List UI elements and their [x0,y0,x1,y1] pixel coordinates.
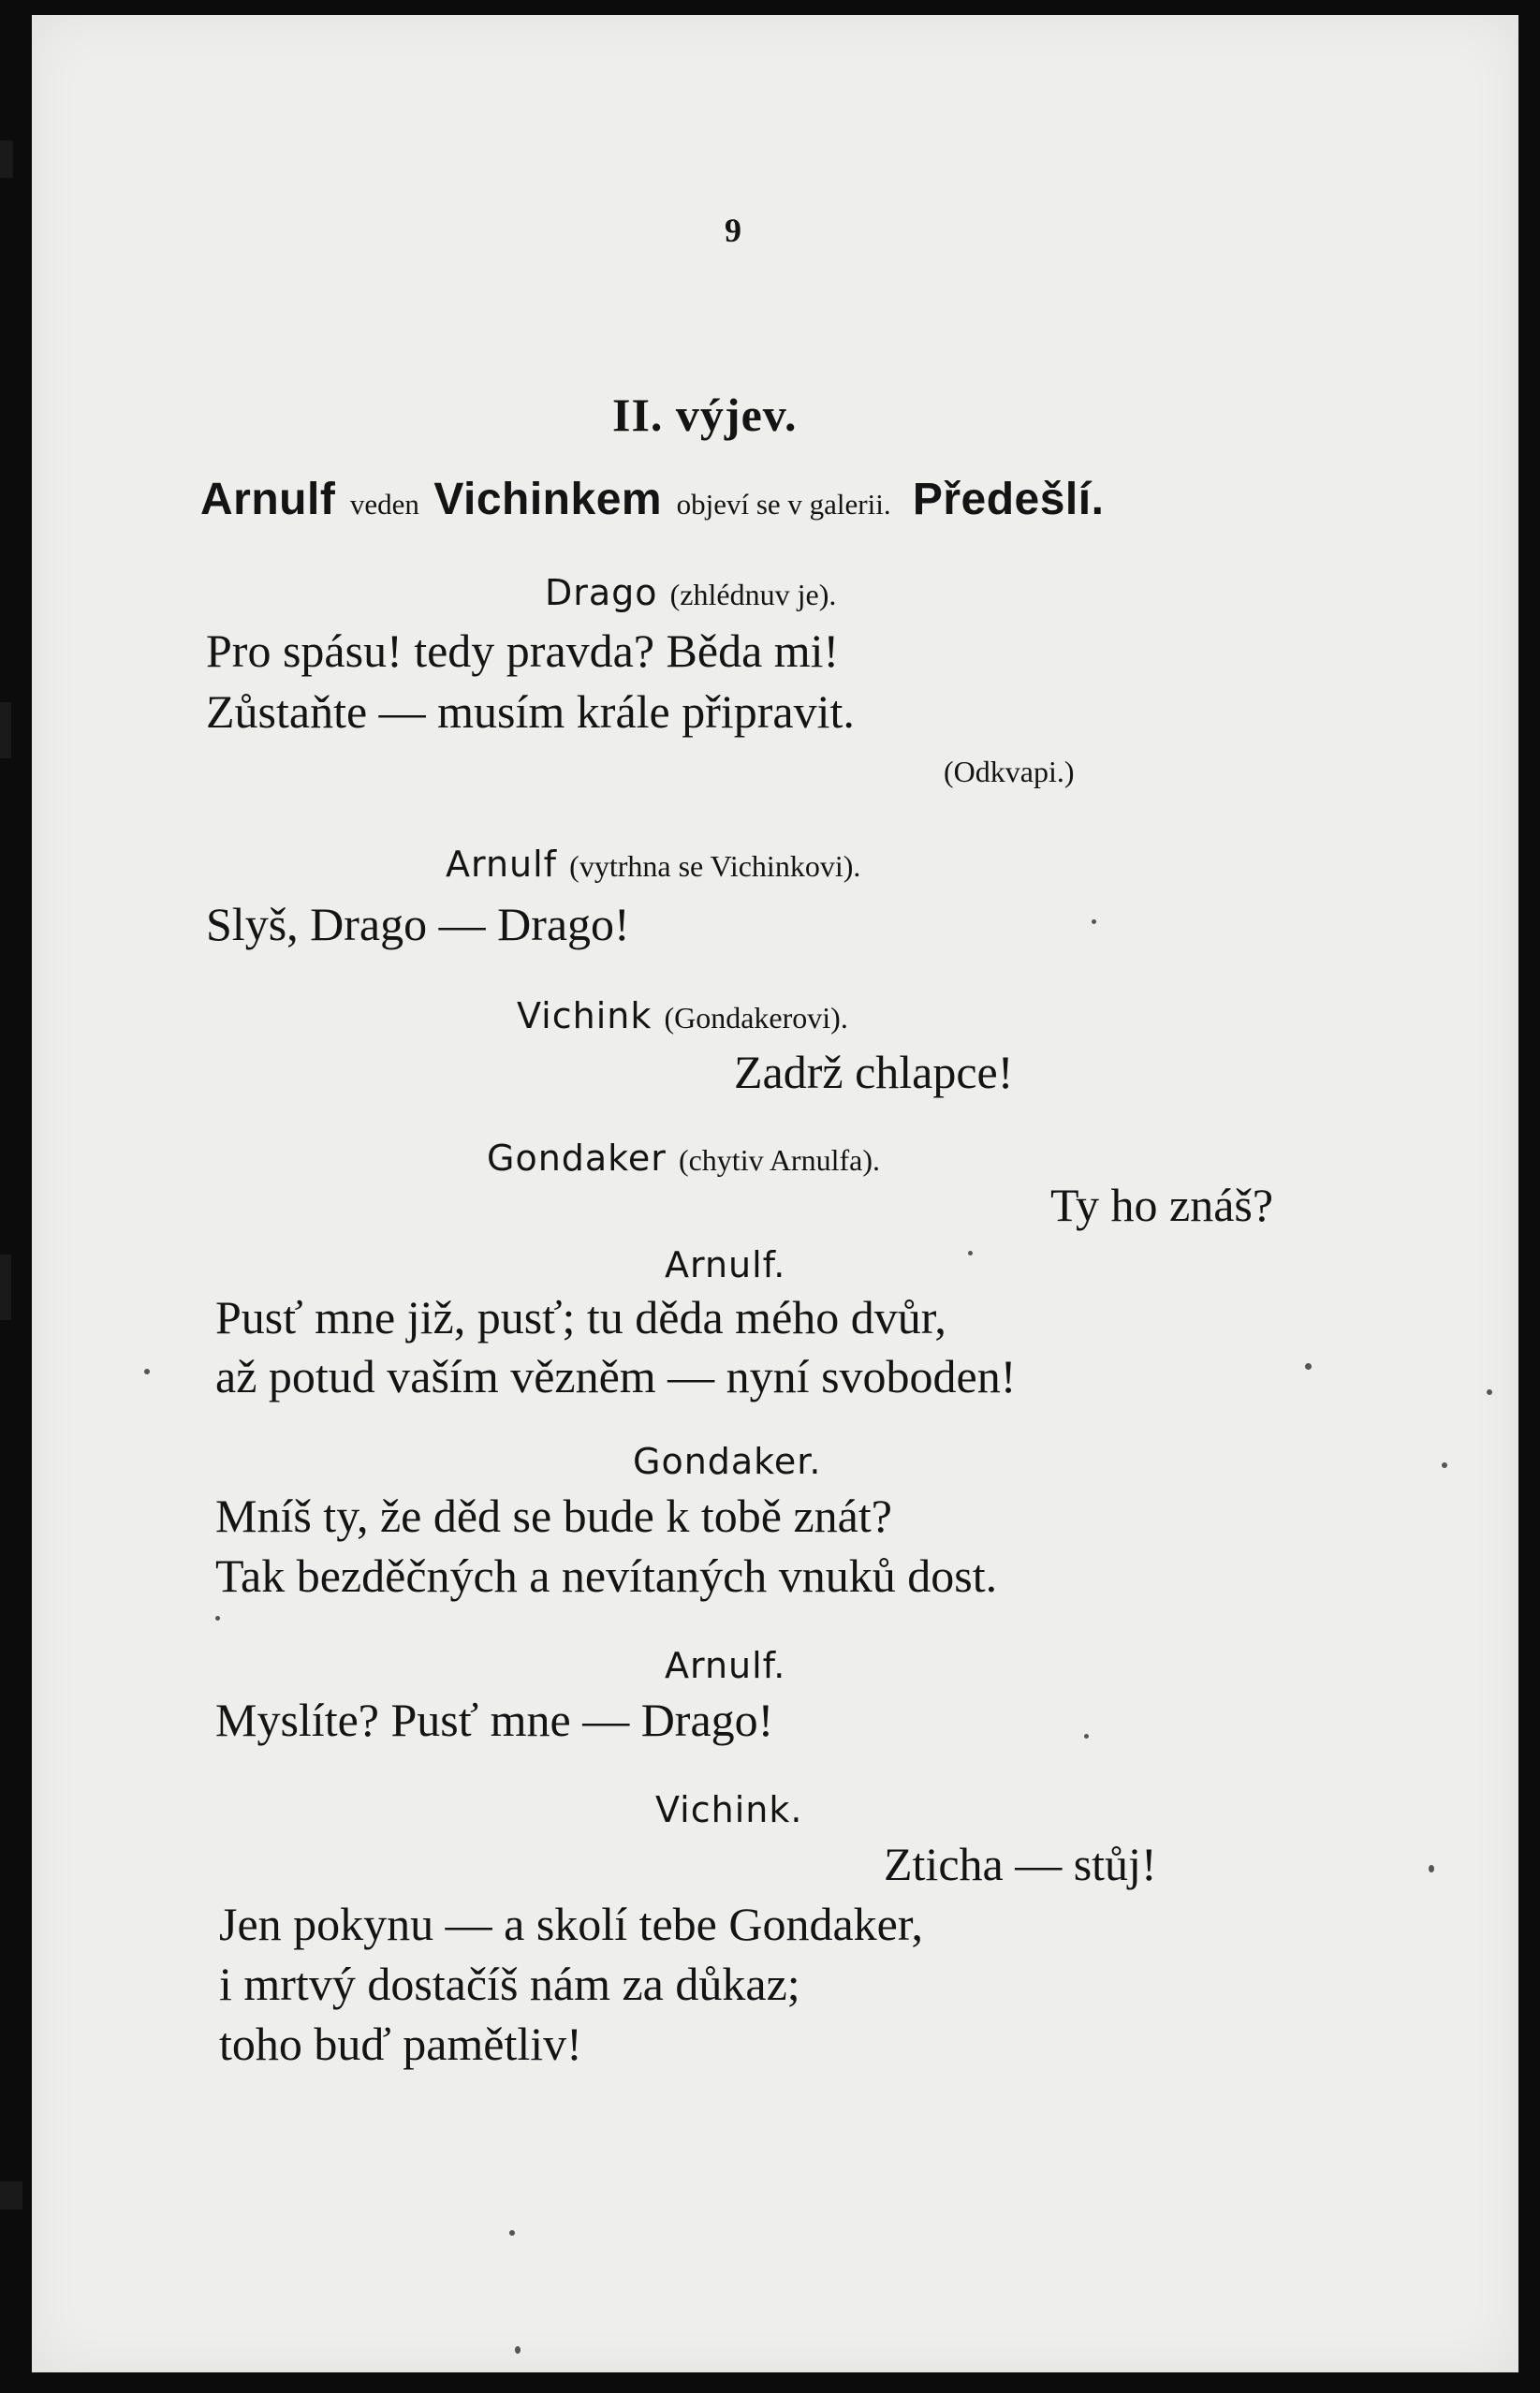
verse-line: Slyš, Drago — Drago! [206,898,630,950]
verse-line: Pro spásu! tedy pravda? Běda mi! [206,624,840,677]
verse-line: Ty ho znáš? [1050,1179,1274,1231]
speaker-label [446,844,861,885]
character-name: Předešlí. [912,475,1105,524]
speaker-label: Arnulf. [665,1645,786,1686]
speaker-direction: (chytiv Arnulfa). [678,1143,880,1177]
verse-line: Mníš ty, že děd se bude k tobě znát? [215,1490,892,1542]
page-number: 9 [725,212,741,249]
book-page [32,15,1518,2372]
verse-line: Zticha — stůj! [884,1838,1157,1890]
verse-line: Zůstaňte — musím krále připravit. [206,685,855,738]
speaker-label [487,1138,880,1179]
scan-speck [144,1369,150,1374]
stage-text: veden [349,488,419,521]
speaker-label: Arnulf. [665,1244,786,1285]
stage-direction [200,477,1104,522]
verse-line: Pusť mne již, pusť; tu děda mého dvůr, [215,1291,946,1343]
scan-speck [1092,919,1096,924]
scan-speck [1442,1462,1447,1468]
scan-speck [509,2230,515,2236]
scan-speck [515,2346,521,2354]
speaker-label [545,572,837,613]
verse-line: toho buď pamětliv! [219,2018,582,2070]
binding-edge [0,702,11,758]
scan-speck [1429,1865,1434,1872]
verse-line: Myslíte? Pusť mne — Drago! [215,1694,774,1746]
verse-line: Zadrž chlapce! [734,1046,1014,1098]
scan-speck [1487,1389,1492,1395]
binding-edge [0,2181,22,2209]
verse-line: Tak bezděčných a nevítaných vnuků dost. [215,1549,998,1602]
speaker-name: Vichink [517,995,653,1036]
verse-line: Jen pokynu — a skolí tebe Gondaker, [219,1898,924,1950]
verse-line: i mrtvý dostačíš nám za důkaz; [219,1958,800,2010]
stage-text: objeví se v galerii. [676,488,891,521]
character-name: Vichinkem [433,475,663,524]
speaker-direction: (vytrhna se Vichinkovi). [569,849,861,883]
speaker-label [517,995,848,1036]
speaker-label: Gondaker. [633,1441,822,1482]
speaker-direction: (Gondakerovi). [664,1001,848,1035]
speaker-name: Drago [545,572,658,613]
scan-speck [215,1616,220,1621]
verse-line: až potud vaším vězněm — nyní svoboden! [215,1350,1017,1402]
speaker-label: Vichink. [655,1789,803,1830]
scene-heading: II. výjev. [612,389,798,441]
speaker-name: Gondaker [487,1138,667,1179]
scan-speck [1084,1734,1089,1739]
character-name: Arnulf [200,475,336,524]
scan-speck [968,1251,973,1255]
exit-direction: (Odkvapi.) [944,755,1075,788]
binding-edge [0,140,13,178]
speaker-direction: (zhlédnuv je). [669,578,837,611]
binding-edge [0,1255,11,1320]
scan-speck [1305,1363,1312,1370]
speaker-name: Arnulf [446,844,558,885]
